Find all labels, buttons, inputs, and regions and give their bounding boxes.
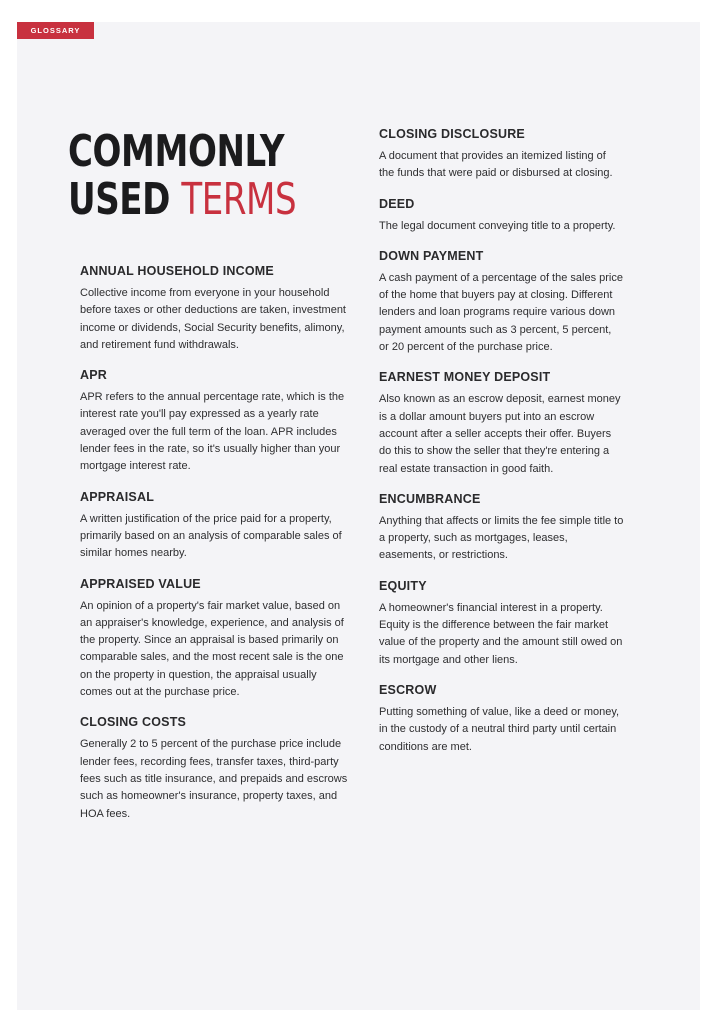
term-entry	[379, 370, 624, 477]
term-definition: A cash payment of a percentage of the sales price of the home that buyers pay at closing. Different lenders and loan programs require various down payment amounts such as 3 percent, 5 percent, or 20 percent of the purchase price.	[379, 271, 623, 354]
term-entry	[80, 368, 350, 475]
term-entry	[80, 577, 350, 702]
term-entry	[379, 197, 624, 235]
term-heading: APPRAISAL	[80, 489, 155, 504]
left-term-column	[80, 264, 350, 837]
term-heading: CLOSING DISCLOSURE	[379, 127, 525, 141]
term-definition: Also known as an escrow deposit, earnest money is a dollar amount buyers put into an escrow account after a seller accepts their offer. Buyers do this to show the seller that they're entering a real estate transaction in good faith.	[379, 393, 621, 475]
term-definition: Collective income from everyone in your household before taxes or other deductions are taken, investment income or dividends, Social Security benefits, alimony, and retirement fund withdrawals.	[80, 287, 346, 351]
term-definition: Putting something of value, like a deed or money, in the custody of a neutral third party until certain conditions are met.	[379, 705, 620, 753]
term-entry	[379, 492, 624, 565]
title-line-2-bold: USED	[68, 174, 170, 225]
term-heading: ESCROW	[379, 682, 437, 697]
term-definition: An opinion of a property's fair market value, based on an appraiser's knowledge, experience, and analysis of the property. Since an appraisal is based primarily on comparable sales, and the most recent sale is the one on the property in question, the appraisal usually comes out at the purchase price.	[80, 599, 344, 699]
term-definition: Generally 2 to 5 percent of the purchase price include lender fees, recording fees, transfer taxes, third-party fees such as title insurance, and prepaids and escrows such as homeowner's insurance, property taxes, and HOA fees.	[80, 738, 348, 820]
title-line-1: COMMONLY	[68, 126, 285, 177]
term-heading: APR	[80, 368, 107, 383]
page-title	[68, 128, 317, 224]
term-definition: A written justification of the price paid for a property, primarily based on an analysis of comparable sales of similar homes nearby.	[80, 512, 342, 560]
term-heading: DEED	[379, 196, 415, 211]
term-entry	[379, 579, 624, 669]
term-definition: The legal document conveying title to a property.	[379, 219, 616, 232]
term-entry	[80, 490, 350, 563]
term-definition: APR refers to the annual percentage rate, which is the interest rate you'll pay expressed as a yearly rate averaged over the full term of the loan. APR includes lender fees in the rate, so it's usually higher than your mortgage interest rate.	[80, 391, 345, 473]
term-heading: ANNUAL HOUSEHOLD INCOME	[80, 264, 274, 278]
right-term-column	[379, 127, 624, 770]
term-heading: DOWN PAYMENT	[379, 248, 484, 263]
glossary-tag: GLOSSARY	[17, 22, 94, 39]
term-heading: APPRAISED VALUE	[80, 576, 201, 591]
term-heading: CLOSING COSTS	[80, 715, 187, 730]
term-heading: EARNEST MONEY DEPOSIT	[379, 370, 551, 385]
title-line-2-accent: TERMS	[181, 174, 297, 225]
term-entry	[80, 264, 350, 354]
term-entry	[379, 249, 624, 356]
term-definition: A document that provides an itemized listing of the funds that were paid or disbursed at closing.	[379, 150, 613, 180]
term-definition: A homeowner's financial interest in a property. Equity is the difference between the fair market value of the property and the amount still owed on its mortgage and other liens.	[379, 601, 623, 666]
term-entry	[80, 715, 350, 822]
term-entry	[379, 683, 624, 756]
term-entry	[379, 127, 624, 183]
term-definition: Anything that affects or limits the fee simple title to a property, such as mortgages, leases, easements, or restrictions.	[379, 514, 624, 562]
term-heading: ENCUMBRANCE	[379, 491, 481, 506]
term-heading: EQUITY	[379, 578, 427, 593]
